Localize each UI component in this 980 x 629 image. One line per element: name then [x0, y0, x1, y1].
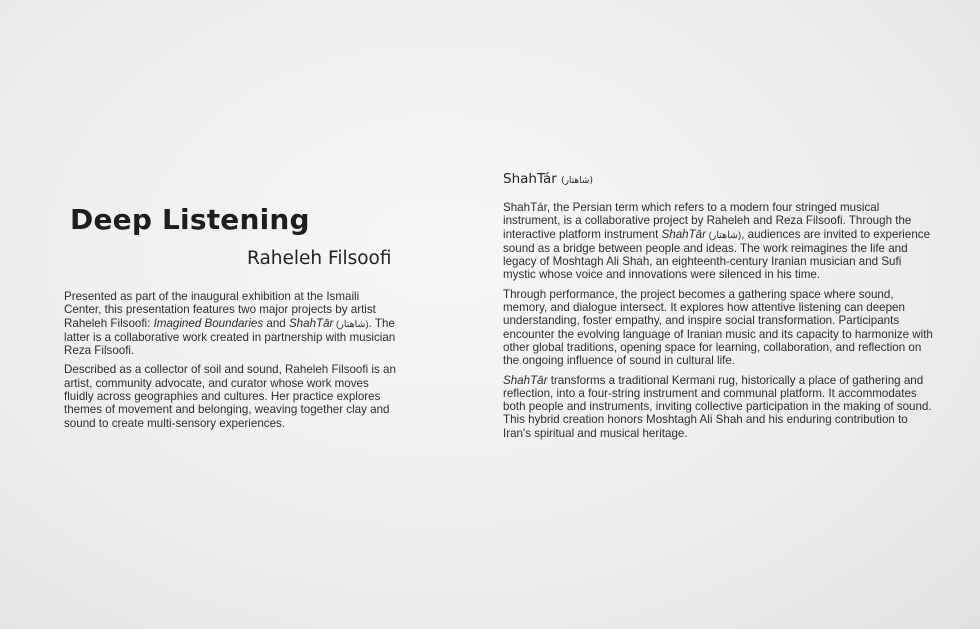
shahtar-p1-text-a: ShahTár, the Persian term which refers to a modern four stringed musical instrument, is a collaborative project by Raheleh and Reza Filsoofi. Through the interactive platform instrument	[503, 201, 912, 241]
shahtar-p3-text: transforms a traditional Kermani rug, historically a place of gathering and reflection, into a four-string instrument and communal platform. It accommodates both people and instruments, inviting collective participation in the making of sound. This hybrid creation honors Moshtagh Ali Shah and his enduring contribution to Iran's spiritual and musical heritage.	[503, 373, 932, 440]
section-heading-text: ShahTár	[503, 171, 557, 187]
artist-name: Raheleh Filsoofi	[247, 248, 392, 269]
shahtar-text	[503, 201, 933, 446]
shahtar-p1-text-b: , audiences are invited to experience sound as a bridge between people and ideas. The work reimagines the life and legacy of Moshtagh Ali Shah, an eighteenth-century Iranian musician and Sufi mystic whose voice and innovations were silenced in his time.	[503, 227, 931, 282]
shahtar-p3-instrument: ShahTār	[503, 373, 548, 387]
shahtar-p1-instrument: ShahTār	[661, 227, 706, 241]
section-heading	[503, 171, 593, 187]
intro-p1-text-a: Presented as part of the inaugural exhibition at the Ismaili Center, this presentation features two major projects by artist Raheleh Filsoofi:	[64, 290, 376, 330]
shahtar-paragraph-1	[503, 201, 933, 282]
exhibit-title: Deep Listening	[70, 203, 310, 236]
intro-paragraph-2: Described as a collector of soil and sound, Raheleh Filsoofi is an artist, community advocate, and curator whose work moves fluidly across geographies and cultures. Her practice explores themes of movement and belonging, weaving together clay and sound to create multi-sensory experiences.	[64, 363, 396, 430]
intro-p1-native-script: (شاهتار)	[333, 318, 369, 330]
work-title-shahtar: ShahTār	[288, 316, 334, 330]
section-heading-native: (شاهتار)	[561, 176, 593, 186]
work-title-imagined-boundaries: Imagined Boundaries	[153, 316, 264, 330]
shahtar-p1-native-script: (شاهتار)	[705, 229, 742, 241]
shahtar-paragraph-2: Through performance, the project becomes a gathering space where sound, memory, and dialogue intersect. It explores how attentive listening can deepen understanding, foster empathy, and inspire social transformation. Participants encounter the evolving language of Iranian music and its capacity to harmonize with other global traditions, opening space for learning, collaboration, and reflection on the ongoing influence of sound in cultural life.	[503, 287, 933, 368]
intro-paragraph-1	[64, 290, 399, 357]
intro-p1-text-b: . The latter is a collaborative work created in partnership with musician Reza Filsoofi.	[64, 316, 396, 358]
intro-text	[64, 290, 399, 436]
shahtar-paragraph-3	[503, 374, 933, 440]
intro-p1-and: and	[263, 316, 289, 330]
